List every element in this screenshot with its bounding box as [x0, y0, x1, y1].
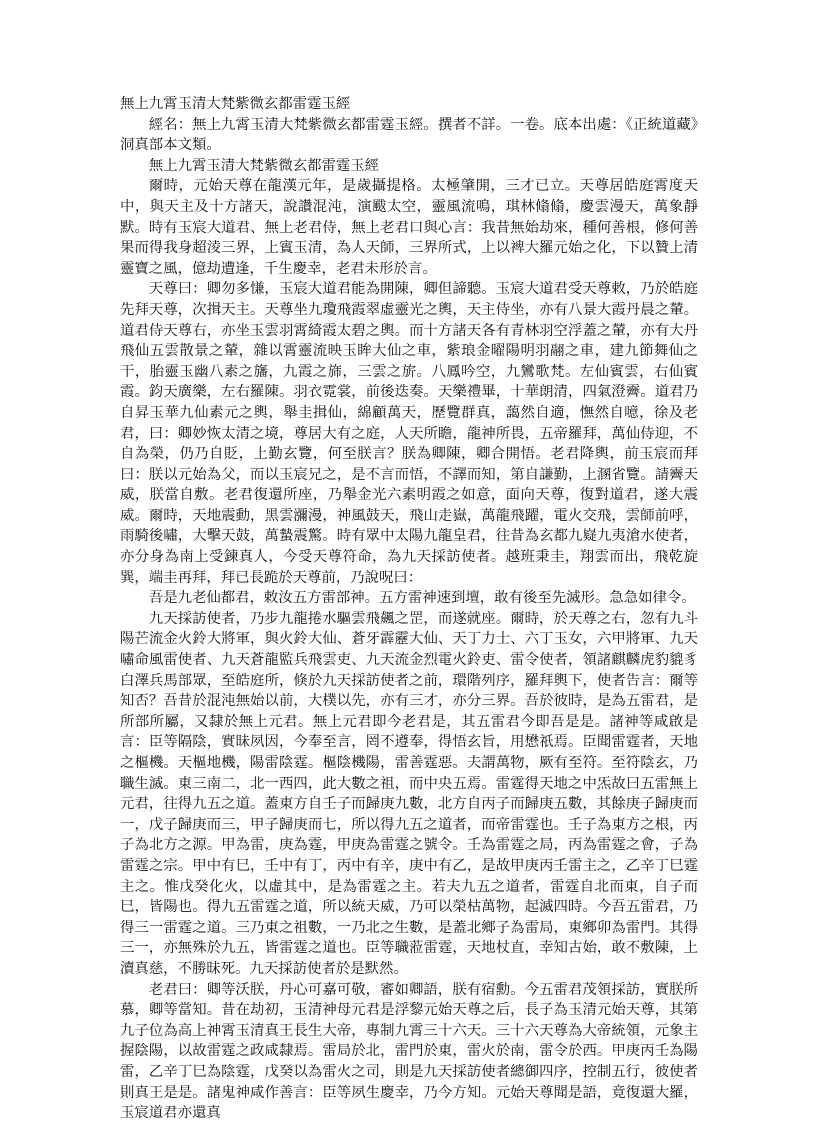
paragraph: 老君曰：卿等沃朕，丹心可嘉可敬，審如卿語，朕有宿勳。今五雷君茂領採訪，實朕所慕，卿等當知。昔在劫初，玉清神母元君是浮黎元始天尊之后，長子為玉清元始天尊，其第九子位為高上神霄玉清真王長生大帝，專制九霄三十六天。三十六天尊為大帝統領，元象主握陰陽，以故雷霆之政咸隸焉。雷局於北，雷門於東，雷火於南，雷令於西。甲庚丙壬為陽雷，乙辛丁巳為陰霆，戊癸以為雷火之司，則是九天採訪使者總御四序，控制五行，彼使者則真王是是。諸鬼神咸作善言：臣等夙生慶幸，乃今方知。元始天尊聞是語，竟復還大羅，玉宸道君亦還真	[120, 981, 698, 1122]
document-heading: 無上九霄玉清大梵紫微玄都雷霆玉經	[120, 96, 351, 112]
paragraph: 爾時，元始天尊在龍漢元年，是歲攝提格。太極肇開，三才已立。天尊居皓庭霄度天中，與天主及十方諸天，說讚混沌，演颰太空，靈風流鳴，琪林翛翛，慶雲漫天，萬象靜默。時有玉宸大道君、無上老君侍，無上老君口與心言：我昔無始劫來，種何善根，修何善果而得我身超淩三界，上賓玉清，為人天師，三界所式，上以裨大羅元始之化，下以贊上清靈寶之風，億劫遭逢，千生慶幸，老君未形於言。	[120, 178, 698, 277]
paragraph: 九天採訪使者，乃步九龍捲水驅雲飛飆之罡，而遂就座。爾時，於天尊之右，忽有九斗陽芒流金火鈴大將軍，與火鈴大仙、蒼牙霹靂大仙、天丁力士、六丁玉女，六甲將軍、九天嘯命風雷使者、九天蒼龍監兵飛雲吏、九天流金烈電火鈴吏、雷令使者，領諸麒麟虎豹貔豸白澤兵馬部眾，至皓庭所，倏於九天採訪使者之前，環階列序，羅拜輿下，使者告言：爾等知否？吾昔於混沌無始以前，大樸以先，亦有三才，亦分三界。吾於彼時，是為五雷君，是所部所屬，又隸於無上元君。無上元君即今老君是，其五雷君今即吾是是。諸神等咸啟是言：臣等隔陰，實昧夙因，今奉至言，罔不遵奉，得悟玄旨，用懋祇焉。臣聞雷霆者，天地之樞機。天樞地機，陽雷陰霆。樞陰機陽，雷善霆惡。夫謂萬物，厥有至符。至符陰玄，乃職生滅。東三南二，北一西四，此大數之祖，而中央五焉。雷霆得天地之中炁故曰五雷無上元君，往得九五之道。蓋東方自壬子而歸庚九數，北方自丙子而歸庚五數，其餘庚子歸庚而一，戊子歸庚而三，甲子歸庚而七，所以得九五之道者，而帝雷霆也。壬子為東方之根，丙子為北方之源。甲為雷，庚為霆，甲庚為雷霆之號令。壬為雷霆之局，丙為雷霆之會，子為雷霆之宗。甲中有巳，壬中有丁，丙中有辛，庚中有乙，是故甲庚丙壬雷主之，乙辛丁巳霆主之。惟戊癸化火，以虛其中，是為雷霆之主。若夫九五之道者，雷霆自北而東，自子而巳，皆陽也。得九五雷霆之道，所以統天威，乃可以榮枯萬物，起滅四時。今吾五雷君，乃得三一雷霆之道。三乃東之祖數，一乃北之生數，是蓋北鄉子為雷局，東鄉卯為雷門。其得三一，亦無殊於九五，皆雷霆之道也。臣等職蒞雷霆，天地杖直，幸知古始，敢不敷陳，上瀆真慈，不勝昧死。九天採訪使者於是默然。	[120, 610, 698, 977]
paragraph: 天尊曰：卿勿多慊，玉宸大道君能為開陳，卿但諦聽。玉宸大道君受天尊敕，乃於皓庭先拜天尊，次揖天主。天尊坐九瓊飛霞翠虛靈光之輿，天主侍坐，亦有八景大霞丹晨之輦。道君侍天尊右，亦坐玉雲羽霄綺霞太碧之輿。而十方諸天各有青林羽空浮蓋之輦，亦有大丹飛仙五雲散景之輦，雜以霄靈流映玉眸大仙之車，紫琅金曜陽明羽翮之車，建九節舞仙之干，胎靈玉幽八素之旛，九霞之旆，三雲之旂。八鳳吟空，九鸞歌梵。左仙賓雲，右仙賓霞。鈞天廣樂，左右羅陳。羽衣霓裳，前後迭奏。天樂禮畢，十華朗清，四氣澄霽。道君乃自昇玉華九仙素元之輿，舉圭揖仙，綿顧萬天，歷覽群真，藹然自適，憮然自噫，徐及老君，曰：卿妙恢太清之境，尊居大有之庭，人天所瞻，龍神所畏，五帝羅拜，萬仙侍迎，不自為榮，仍乃自貶，上勤玄覽，何至朕言？朕為卿陳，卿合開悟。老君降輿，前玉宸而拜曰：朕以元始為父，而以玉宸兄之，是不言而悟，不譯而知，第自謙勤，上溷省覽。請霽天威，朕當自敷。老君復還所座，乃舉金光六素明霞之如意，面向天尊，復對道君，遂大震威。爾時，天地震動，黑雲瀰漫，神風鼓天，飛山走嶽，萬龍飛躍，電火交飛，雲師前呼，雨騎後嘯，大擊天鼓，萬蟄震驚。時有眾中太陽九龍皇君，往昔為玄都九嶷九夷滄水使者，亦分身為南上受鍊真人，今受天尊符命，為九天採訪使者。越班秉圭，翔雲而出，飛乾旋巽，端圭再拜，拜已長跪於天尊前，乃說呪曰：	[120, 281, 698, 586]
document-subtitle: 無上九霄玉清大梵紫微玄都雷霆玉經	[148, 157, 380, 174]
paragraph-incantation: 吾是九老仙都君，敕汝五方雷部神。五方雷神速到壇，敢有後至先滅形。急急如律令。	[148, 590, 696, 607]
document-meta: 經名：無上九霄玉清大梵紫微玄都雷霆玉經。撰者不詳。一卷。底本出處：《正統道藏》洞真部本文類。	[120, 116, 698, 154]
document-page	[120, 94, 698, 1124]
